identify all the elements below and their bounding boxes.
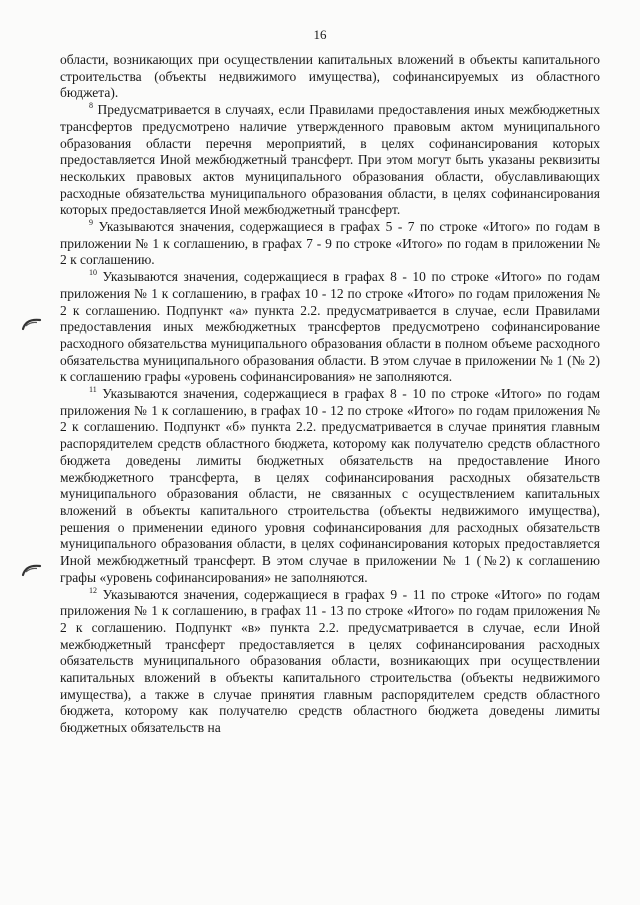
page-number: 16: [313, 27, 327, 42]
footnote-12: [60, 587, 600, 737]
footnote-8: [60, 102, 600, 219]
footnote-marker: 10: [89, 268, 97, 278]
footnote-marker: 11: [89, 385, 97, 395]
footnote-text: Указываются значения, содержащиеся в графах 8 - 10 по строке «Итого» по годам приложения № 1 к соглашению, в графах 10 - 12 по строке «Итого» по годам приложения № 2 к соглашению. Подпункт «б» пункта 2.2. предусматривается в случае принятия главным распорядителем средств областного бюджета, которому как получателю средств областного бюджета доведены лимиты бюджетных обязательств на предоставление Иного межбюджетного трансферта, в целях софинансирования расходных обязательств муниципального образования области, не связанных с осуществлением капитальных вложений в объекты капитального строительства (объекты недвижимого имущества), решения о применении единого уровня софинансирования для расходных обязательств муниципального образования области, в целях софинансирования которых предоставляется Иной межбюджетный трансферт. В этом случае в приложении № 1 (№2) к соглашению графы «уровень софинансирования» не заполняются.: [60, 386, 600, 585]
footnote-10: [60, 269, 600, 386]
footnote-9: [60, 219, 600, 269]
footnote-text: Указываются значения, содержащиеся в графах 8 - 10 по строке «Итого» по годам приложения № 1 к соглашению, в графах 10 - 12 по строке «Итого» по годам приложения № 2 к соглашению. Подпункт «а» пункта 2.2. предусматривается в случае, если Правилами предоставления иных межбюджетных трансфертов предусмотрено софинансирование расходного обязательства муниципального образования области в полном объеме расходного обязательства муниципального образования области. В этом случае в приложении № 1 (№ 2) к соглашению графы «уровень софинансирования» не заполняются.: [60, 269, 600, 385]
footnote-marker: 8: [89, 101, 93, 111]
hole-punch-mark-icon: [21, 563, 43, 577]
footnote-text: Указываются значения, содержащиеся в графах 9 - 11 по строке «Итого» по годам приложения № 1 к соглашению, в графах 11 - 13 по строке «Итого» по годам приложения № 2 к соглашению. Подпункт «в» пункта 2.2. предусматривается в случае, если Иной межбюджетный трансферт предоставляется в целях софинансирования расходных обязательств муниципального образования области, возникающих при осуществлении капитальных вложений в объекты капитального строительства (объекты недвижимого имущества), а также в случае принятия главным распорядителем средств областного бюджета, которому как получателю средств областного бюджета доведены лимиты бюджетных обязательств на: [60, 586, 600, 736]
footnote-text: Указываются значения, содержащиеся в графах 5 - 7 по строке «Итого» по годам в приложении № 1 к соглашению, в графах 7 - 9 по строке «Итого» по годам в приложении № 2 к соглашению.: [60, 219, 600, 268]
footnote-marker: 9: [89, 218, 93, 228]
paragraph-text: области, возникающих при осуществлении капитальных вложений в объекты капитального строительства (объекты недвижимого имущества), софинансируемых из областного бюджета).: [60, 52, 600, 101]
paragraph-continuation: [60, 52, 600, 102]
hole-punch-mark-icon: [21, 317, 43, 331]
footnote-11: [60, 386, 600, 586]
footnote-marker: 12: [89, 585, 97, 595]
footnote-text: Предусматривается в случаях, если Правилами предоставления иных межбюджетных трансфертов предусмотрено наличие утвержденного правовым актом муниципального образования области перечня мероприятий, в целях софинансирования которых предоставляется Иной межбюджетный трансферт. При этом могут быть указаны реквизиты нескольких правовых актов муниципального образования области, обуславливающих расходные обязательства муниципального образования области, в целях софинансирования которых предоставляется Иной межбюджетный трансферт.: [60, 102, 600, 218]
document-body: [60, 52, 600, 737]
